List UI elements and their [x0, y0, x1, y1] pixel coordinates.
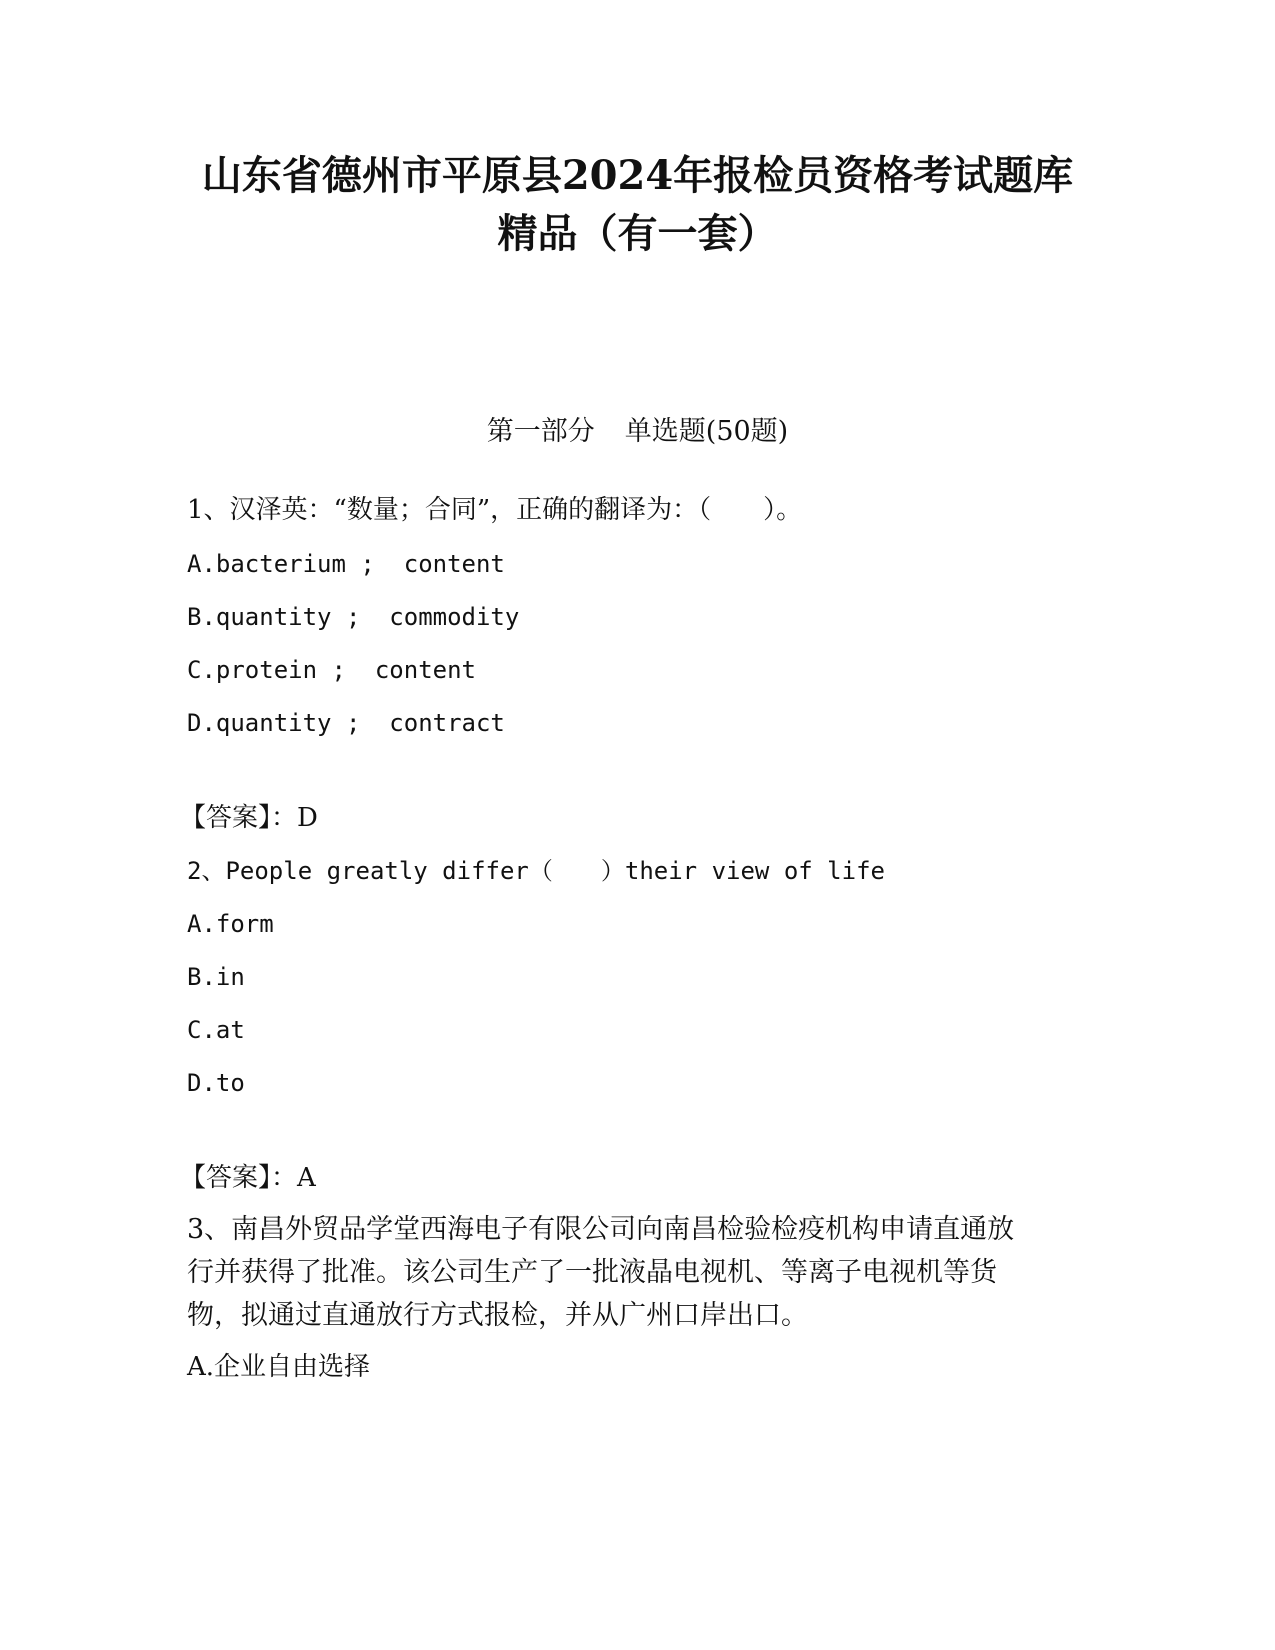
section-heading — [150, 412, 1125, 452]
option-text: C.protein ; content — [187, 656, 476, 684]
option-text: D.to — [187, 1069, 245, 1097]
section-type-label: 单选题(50题) — [624, 416, 789, 447]
question-1-option-a — [187, 544, 505, 584]
section-part-label: 第一部分 — [486, 416, 595, 447]
option-text: D.quantity ; contract — [187, 709, 505, 737]
question-1-option-d — [187, 703, 505, 743]
option-text: A.bacterium ; content — [187, 550, 505, 578]
option-text: B.in — [187, 963, 245, 991]
stem-line-2: 行并获得了批准。该公司生产了一批液晶电视机、等离子电视机等货 — [187, 1257, 997, 1288]
option-text: B.quantity ; commodity — [187, 603, 520, 631]
stem-text: 2、People greatly differ（ ）their view of life — [187, 857, 885, 885]
question-1-option-c — [187, 650, 476, 690]
document-title — [150, 147, 1125, 263]
question-2-stem — [187, 851, 885, 891]
question-2-option-a — [187, 904, 274, 944]
stem-line-1: 3、南昌外贸品学堂西海电子有限公司向南昌检验检疫机构申请直通放 — [187, 1214, 1015, 1245]
option-text: C.at — [187, 1016, 245, 1044]
question-3-stem — [187, 1208, 1087, 1337]
question-1-stem: 1、汉泽英：“数量；合同”，正确的翻译为：（ ）。 — [187, 495, 803, 525]
title-line-2: 精品（有一套） — [497, 210, 778, 257]
question-3-option-a: A.企业自由选择 — [187, 1352, 371, 1382]
question-1-answer: 【答案】：D — [180, 803, 318, 833]
title-line-1: 山东省德州市平原县2024年报检员资格考试题库 — [201, 152, 1074, 199]
question-2-option-d — [187, 1063, 245, 1103]
question-2-answer: 【答案】：A — [180, 1163, 316, 1193]
question-2-option-c — [187, 1010, 245, 1050]
question-1-option-b — [187, 597, 519, 637]
stem-line-3: 物，拟通过直通放行方式报检，并从广州口岸出口。 — [187, 1300, 808, 1331]
question-2-option-b — [187, 957, 245, 997]
option-text: A.form — [187, 910, 274, 938]
